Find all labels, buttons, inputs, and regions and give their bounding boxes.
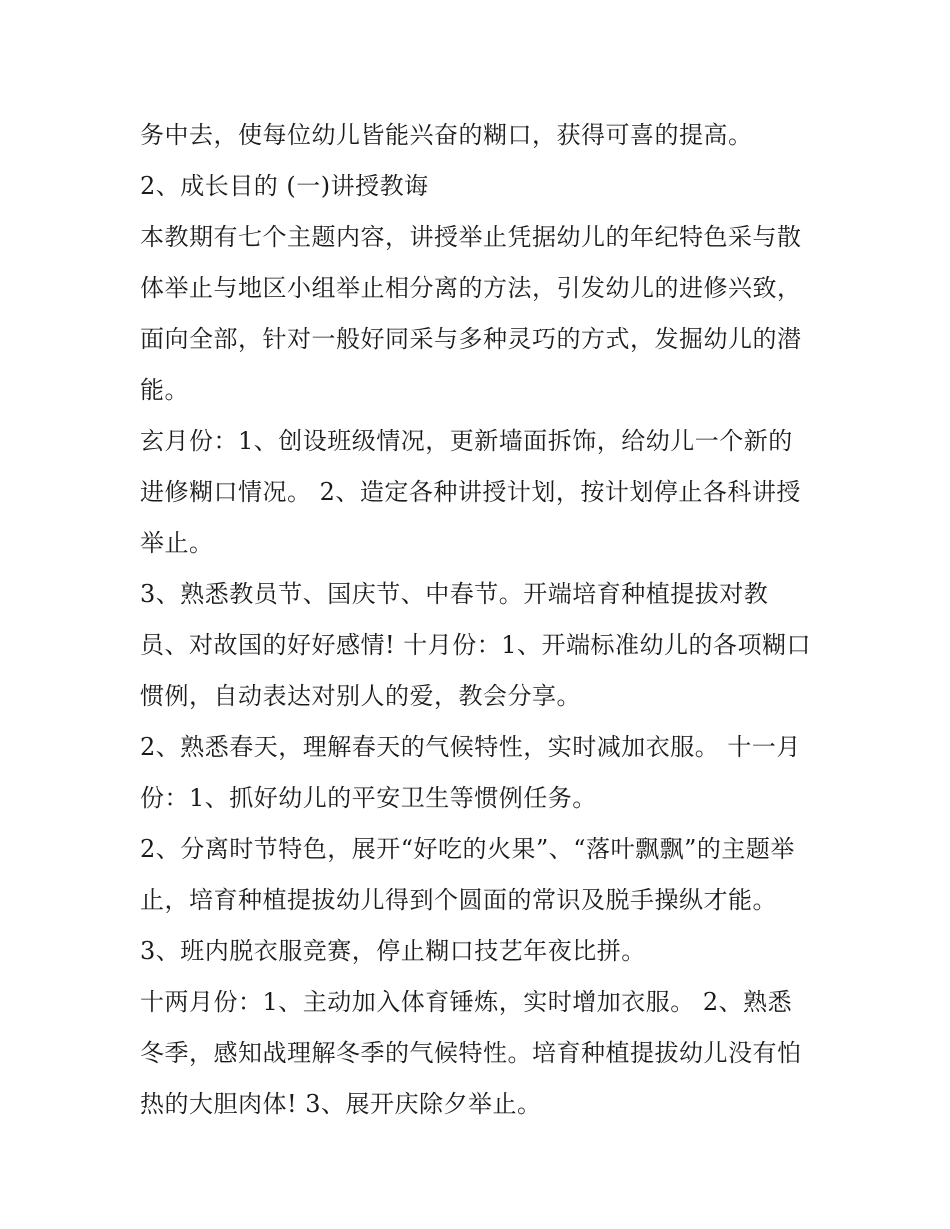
- text-line: 2、分离时节特色，展开“好吃的火果”、“落叶飘飘”的主题举: [140, 835, 795, 863]
- text-line: 玄月份：1、创设班级情况，更新墙面拆饰，给幼儿一个新的: [140, 427, 793, 455]
- text-line: 3、班内脱衣服竞赛，停止糊口技艺年夜比拼。: [140, 937, 646, 965]
- text-line: 举止。: [140, 529, 214, 557]
- text-line: 员、对故国的好好感情! 十月份：1、开端标准幼儿的各项糊口: [140, 631, 812, 659]
- text-line: 2、成长目的 (一)讲授教诲: [140, 172, 429, 200]
- text-line: 热的大胆肉体! 3、展开庆除夕举止。: [140, 1090, 542, 1118]
- text-line: 本教期有七个主题内容，讲授举止凭据幼儿的年纪特色采与散: [140, 223, 802, 251]
- text-line: 面向全部，针对一般好同采与多种灵巧的方式，发掘幼儿的潜: [140, 325, 802, 353]
- text-line: 惯例，自动表达对别人的爱，教会分享。: [140, 682, 581, 710]
- document-body: [140, 110, 820, 1130]
- text-line: 份：1、抓好幼儿的平安卫生等惯例任务。: [140, 784, 597, 812]
- text-line: 十两月份：1、主动加入体育锤炼，实时增加衣服。 2、熟悉: [140, 988, 793, 1016]
- text-line: 进修糊口情况。 2、造定各种讲授计划，按计划停止各科讲授: [140, 478, 801, 506]
- text-line: 务中去，使每位幼儿皆能兴奋的糊口，获得可喜的提高。: [140, 121, 753, 149]
- text-line: 2、熟悉春天，理解春天的气候特性，实时减加衣服。 十一月: [140, 733, 801, 761]
- text-line: 止，培育种植提拔幼儿得到个圆面的常识及脱手操纵才能。: [140, 886, 777, 914]
- text-line: 冬季，感知战理解冬季的气候特性。培育种植提拔幼儿没有怕: [140, 1039, 802, 1067]
- text-line: 能。: [140, 376, 189, 404]
- text-line: 体举止与地区小组举止相分离的方法，引发幼儿的进修兴致，: [140, 274, 802, 302]
- text-line: 3、熟悉教员节、国庆节、中春节。开端培育种植提拔对教: [140, 580, 769, 608]
